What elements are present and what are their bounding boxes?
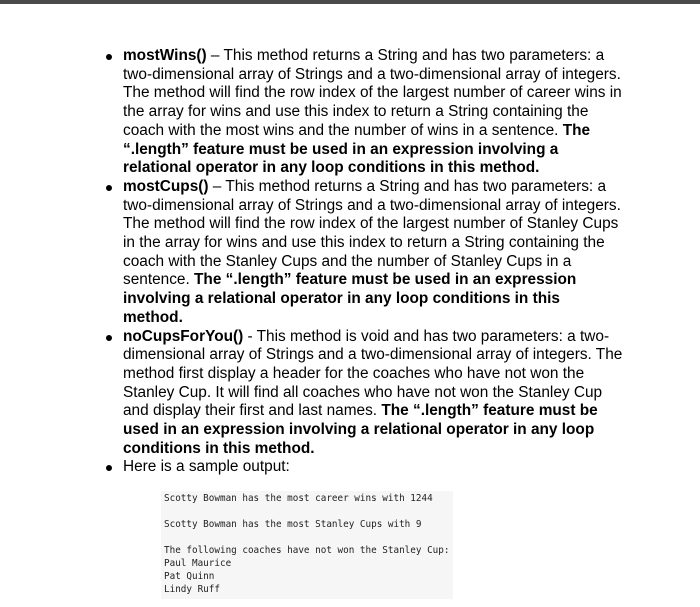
document-body: [104, 47, 624, 477]
method-name: noCupsForYou(): [123, 327, 244, 345]
list-item-mostcups: [104, 178, 624, 328]
method-name: mostWins(): [123, 47, 207, 64]
method-description: – This method returns a String and has two parameters: a two-dimensional array of Strings and a two-dimensional array of integers. The method will find the row index of the largest number of Stanley Cups in the array for wins and use this index to return a String containing the coach with the Stanley Cups and the number of Stanley Cups in a sentence.: [123, 177, 621, 289]
bullet-icon: [106, 54, 112, 60]
sample-output-line: The following coaches have not won the Stanley Cup:: [164, 545, 450, 556]
list-item-mostwins: [104, 47, 624, 178]
sample-output-line: Scotty Bowman has the most Stanley Cups with 9: [164, 519, 422, 530]
list-item-sample-intro: [104, 458, 624, 477]
sample-output-line: Pat Quinn: [164, 571, 215, 582]
bullet-icon: [106, 465, 112, 471]
method-description: – This method returns a String and has two parameters: a two-dimensional array of Strings and a two-dimensional array of integers. The method will find the row index of the largest number of career wins in the array for wins and use this index to return a String containing the coach with the most wins and the number of wins in a sentence.: [123, 47, 622, 139]
list-item-nocupsforyou: [104, 328, 624, 459]
bullet-icon: [106, 335, 112, 341]
sample-output-line: Lindy Ruff: [164, 584, 220, 595]
method-requirement: The “.length” feature must be used in an expression involving a relational operator in any loop conditions in this method.: [123, 402, 598, 457]
method-list: [104, 47, 624, 477]
method-description: - This method is void and has two parameters: a two-dimensional array of Strings and a two-dimensional array of integers. The method first display a header for the coaches who have not won the Stanley Cup. It will find all coaches who have not won the Stanley Cup and display their first and last names.: [123, 327, 623, 420]
sample-intro-text: Here is a sample output:: [123, 458, 290, 476]
window-top-border: [0, 0, 700, 4]
method-requirement: The “.length” feature must be used in an expression involving a relational operator in any loop conditions in this method.: [123, 121, 591, 177]
method-name: mostCups(): [123, 177, 209, 195]
sample-output-line: Scotty Bowman has the most career wins with 1244: [164, 493, 433, 504]
bullet-icon: [106, 185, 112, 191]
sample-output-box: [161, 491, 453, 599]
method-requirement: The “.length” feature must be used in an expression involving a relational operator in any loop conditions in this method.: [123, 271, 577, 326]
sample-output-line: Paul Maurice: [164, 558, 232, 569]
